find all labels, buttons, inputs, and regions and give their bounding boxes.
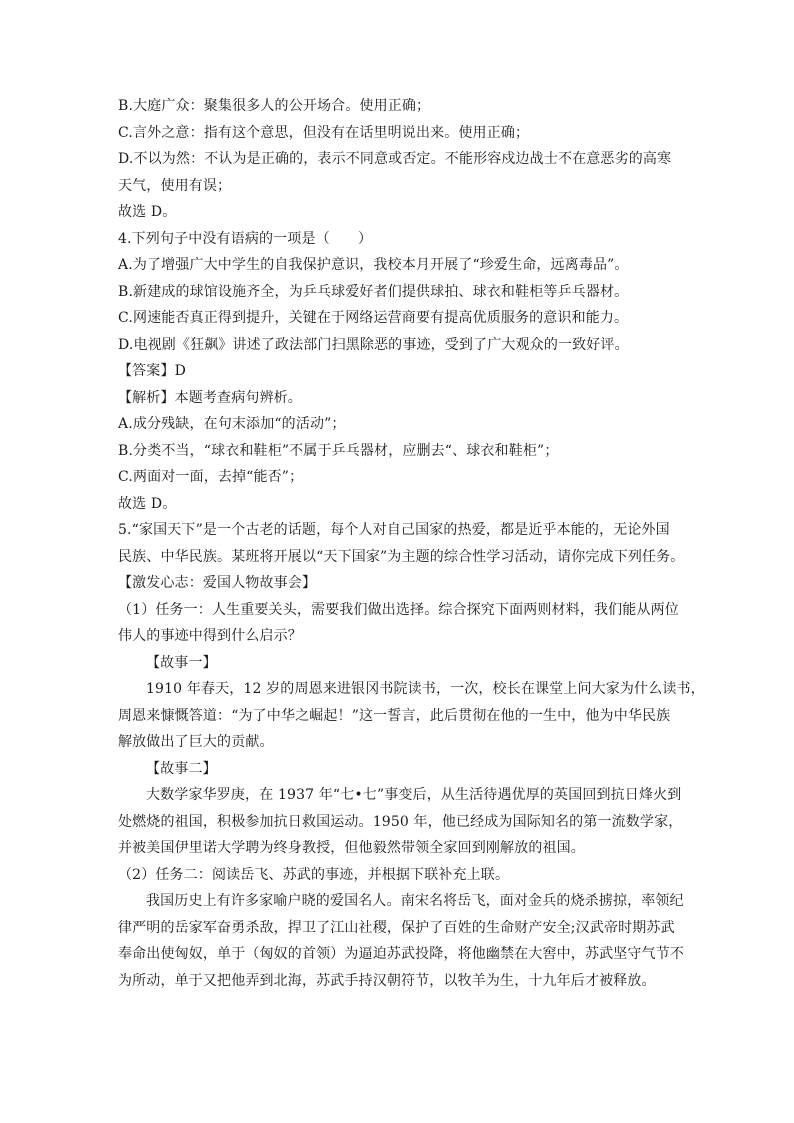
question-4-answer: 【答案】D [118,363,186,379]
question-4-option-d: D.电视剧《狂飙》讲述了政法部门扫黑除恶的事迹，受到了广大观众的一致好评。 [118,336,629,353]
explanation-option-d: D.不以为然：不认为是正确的，表示不同意或否定。不能形容戍边战士不在意恶劣的高寒 [118,151,672,167]
analysis-option-c: C.两面对一面，去掉“能否”； [118,469,304,485]
task-1-prompt: （1）任务一：人生重要关头，需要我们做出选择。综合探究下面两则材料，我们能从两位 [118,601,679,618]
task-2-paragraph: 我国历史上有许多家喻户晓的爱国名人。南宋名将岳飞，面对金兵的烧杀掳掠，率领纪 [146,893,684,909]
explanation-option-c: C.言外之意：指有这个意思，但没有在话里明说出来。使用正确； [118,124,530,141]
document-body [118,93,705,994]
question-4-option-a: A.为了增强广大中学生的自我保护意识，我校本月开展了“珍爱生命，远离毒品”。 [118,257,629,273]
analysis-option-b: B.分类不当，“球衣和鞋柜”不属于乒乓器材，应删去“、球衣和鞋柜”； [118,442,559,459]
story-2-paragraph: 大数学家华罗庚，在 1937 年“七•七”事变后，从生活待遇优厚的英国回到抗日烽火到 [146,787,682,803]
task-2-paragraph-end: 为所动，单于又把他弄到北海，苏武手持汉朝符节，以牧羊为生，十九年后才被释放。 [118,972,656,989]
question-4-analysis: 【解析】本题考查病句辨析。 [118,389,302,406]
story-1-heading: 【故事一】 [146,654,217,671]
task-2-prompt: （2）任务二：阅读岳飞、苏武的事迹，并根据下联补充上联。 [118,866,510,883]
question-4-option-b: B.新建成的球馆设施齐全，为乒乓球爱好者们提供球拍、球衣和鞋柜等乒乓器材。 [118,283,629,300]
question-4-option-c: C.网速能否真正得到提升，关键在于网络运营商要有提高优质服务的意识和能力。 [118,310,629,326]
story-2-paragraph-end: 并被美国伊里诺大学聘为终身教授，但他毅然带领全家回到刚解放的祖国。 [118,840,585,856]
analysis-option-a: A.成分残缺，在句末添加“的活动”； [118,416,346,432]
explanation-option-d-continued: 天气，使用有误； [118,177,232,194]
story-1-paragraph-end: 解放做出了巨大的贡献。 [118,734,274,750]
question-5-intro: 5.“家国天下”是一个古老的话题，每个人对自己国家的热爱，都是近乎本能的，无论外国 [118,522,670,538]
answer-conclusion: 故选 D。 [118,204,177,220]
answer-conclusion: 故选 D。 [118,495,177,512]
task-2-paragraph-continued: 奉命出使匈奴，单于（匈奴的首领）为逼迫苏武投降，将他幽禁在大窖中，苏武坚守气节不 [118,946,684,962]
story-1-paragraph: 1910 年春天，12 岁的周恩来进银冈书院读书，一次，校长在课堂上问大家为什么读书， [146,681,705,697]
task-2-paragraph-continued: 律严明的岳家军奋勇杀敌，捍卫了江山社稷，保护了百姓的生命财产安全;汉武帝时期苏武 [118,919,675,936]
explanation-option-b: B.大庭广众：聚集很多人的公开场合。使用正确； [118,98,431,114]
story-2-heading: 【故事二】 [146,760,217,777]
question-4-stem: 4.下列句子中没有语病的一项是（ ） [118,230,373,247]
task-1-prompt-continued: 伟人的事迹中得到什么启示？ [118,628,302,644]
question-5-intro-continued: 民族、中华民族。某班将开展以“天下国家”为主题的综合性学习活动，请你完成下列任务。 [118,548,685,565]
story-2-paragraph-continued: 处燃烧的祖国，积极参加抗日救国运动。1950 年，他已经成为国际知名的第一流数学家， [118,813,683,830]
section-heading: 【激发心志：爱国人物故事会】 [118,575,317,591]
story-1-paragraph-continued: 周恩来慷慨答道：“为了中华之崛起！”这一誓言，此后贯彻在他的一生中，他为中华民族 [118,707,671,724]
